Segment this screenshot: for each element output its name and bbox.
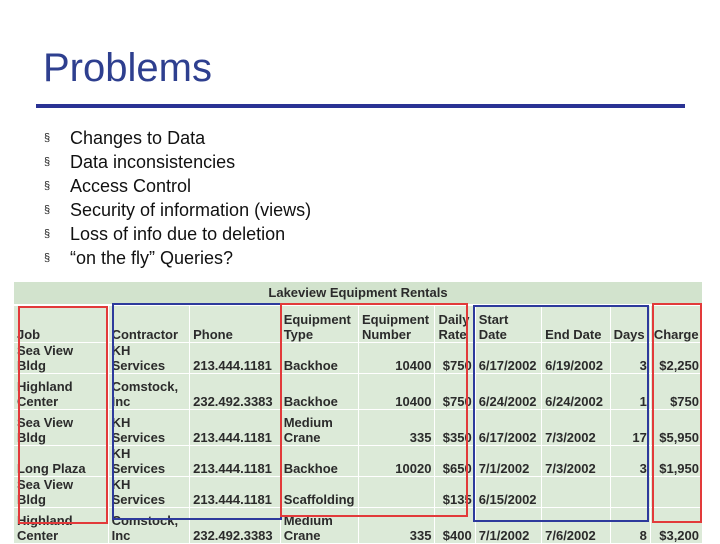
cell-text: End Date [545,327,602,342]
cell-text: Medium [283,415,333,430]
square-bullet-icon: § [44,180,51,192]
cell-text: Medium [283,513,333,528]
bullet-item [44,174,311,198]
table-cell [14,508,109,544]
cell-text: $650 [442,461,472,476]
bullet-text: Security of information (views) [70,200,312,220]
cell-text: 7/6/2002 [545,528,596,543]
table-cell [650,410,702,446]
cell-text: 8 [639,528,647,543]
square-bullet-icon: § [44,156,51,168]
cell-text: 6/24/2002 [478,394,537,409]
cell-text: 3 [639,358,647,373]
table-cell [358,446,434,477]
cell-text: $135 [442,492,472,507]
column-header [14,306,109,343]
table-row [14,343,703,374]
cell-text: KH Services [111,415,166,445]
table-cell [190,410,281,446]
table-cell [280,410,358,446]
cell-text: 6/24/2002 [545,394,603,409]
cell-text: Equipment [361,312,430,327]
cell-text: $750 [670,394,699,409]
cell-text: Type [283,327,314,342]
cell-text: 6/17/2002 [478,430,537,445]
table-cell [542,410,610,446]
cell-text: Rate [438,327,467,342]
cell-text: 6/15/2002 [478,492,537,507]
cell-text: 335 [409,528,432,543]
bullet-item [44,126,311,150]
table-cell [650,508,702,544]
column-header [280,306,358,343]
table-cell [435,374,475,410]
table-cell [475,508,541,544]
table-header-row [14,306,703,343]
cell-text: Crane [283,528,321,543]
table-cell [435,508,475,544]
bullet-item [44,222,311,246]
column-header [650,306,702,343]
cell-text: 7/3/2002 [545,461,596,476]
column-header [190,306,281,343]
cell-text: Crane [283,430,321,445]
table-cell [650,446,702,477]
cell-text: $750 [442,394,472,409]
table-cell [475,446,541,477]
cell-text: $350 [442,430,472,445]
cell-text: KH Services [111,446,166,476]
cell-text: Charge [653,327,699,342]
bullet-text: “on the fly” Queries? [70,248,234,268]
bullet-list [44,126,311,270]
table-cell [190,374,281,410]
cell-text: Comstock, [111,379,179,394]
square-bullet-icon: § [44,252,51,264]
column-header [358,306,434,343]
cell-text: Phone [193,327,233,342]
table-cell [475,410,541,446]
cell-text: 10400 [395,394,432,409]
bullet-text: Loss of info due to deletion [70,224,286,244]
cell-text: Daily [438,312,470,327]
bullet-text: Changes to Data [70,128,206,148]
cell-text: 10020 [395,461,432,476]
column-header [435,306,475,343]
table-row [14,410,703,446]
table-row [14,446,703,477]
table-cell [190,343,281,374]
square-bullet-icon: § [44,132,51,144]
table-row [14,508,703,544]
table-cell [358,508,434,544]
cell-text: 213.444.1181 [193,461,272,476]
table-cell [280,446,358,477]
cell-text: Date [478,327,507,342]
cell-text: $400 [442,528,472,543]
title-underline [36,104,685,108]
table-cell [435,410,475,446]
table-cell [358,410,434,446]
cell-text: 6/19/2002 [545,358,603,373]
table-cell [14,477,109,508]
cell-text: Inc [111,528,131,543]
table-cell [542,508,610,544]
table-cell [108,446,190,477]
cell-text: Comstock, [111,513,179,528]
cell-text: Sea View Bldg [17,343,74,373]
table-cell [542,446,610,477]
cell-text: Contractor [111,327,179,342]
table-cell [280,343,358,374]
cell-text: Highland [17,513,73,528]
table-cell [610,343,650,374]
cell-text: KH Services [111,477,166,507]
cell-text: 10400 [395,358,432,373]
table-cell [358,477,434,508]
table-cell [108,477,190,508]
column-header [610,306,650,343]
table-cell [435,477,475,508]
square-bullet-icon: § [44,228,51,240]
table-body [14,343,703,544]
table-cell [435,446,475,477]
cell-text: $2,250 [659,358,699,373]
cell-text: Backhoe [283,461,338,476]
cell-text: Scaffolding [283,492,355,507]
table-cell [650,374,702,410]
table-cell [108,410,190,446]
cell-text: $750 [442,358,472,373]
table-row [14,477,703,508]
table-cell [190,477,281,508]
table-cell [475,374,541,410]
table-cell [190,446,281,477]
table-cell [280,374,358,410]
table-cell [108,343,190,374]
table-cell [542,374,610,410]
cell-text: 232.492.3383 [193,528,273,543]
table-cell [358,343,434,374]
table-cell [542,477,610,508]
cell-text: Sea View Bldg [17,477,74,507]
cell-text: Days [613,327,645,342]
cell-text: 7/3/2002 [545,430,596,445]
cell-text: 232.492.3383 [193,394,273,409]
table-cell [650,343,702,374]
table-cell [610,446,650,477]
rentals-table [13,281,703,544]
cell-text: 213.444.1181 [193,430,272,445]
table-cell [14,446,109,477]
table-cell [435,343,475,374]
cell-text: 7/1/2002 [478,461,530,476]
bullet-text: Data inconsistencies [70,152,236,172]
cell-text: 17 [632,430,647,445]
table-cell [358,374,434,410]
table-cell [542,343,610,374]
cell-text: Long Plaza [17,461,86,476]
cell-text: 1 [639,394,647,409]
cell-text: Start [478,312,509,327]
table-cell [610,508,650,544]
cell-text: KH Services [111,343,166,373]
table-cell [14,343,109,374]
table-cell [108,508,190,544]
cell-text: Center [17,528,59,543]
table-cell [650,477,702,508]
bullet-text: Access Control [70,176,192,196]
table-cell [14,374,109,410]
cell-text: Inc [111,394,131,409]
table-cell [108,374,190,410]
cell-text: Highland [17,379,73,394]
cell-text: $1,950 [659,461,699,476]
column-header [542,306,610,343]
table-cell [610,410,650,446]
bullet-item [44,198,311,222]
cell-text: $3,200 [659,528,699,543]
bullet-item [44,246,311,270]
cell-text: 335 [409,430,432,445]
table-cell [610,374,650,410]
table-cell [475,343,541,374]
column-header [108,306,190,343]
square-bullet-icon: § [44,204,51,216]
cell-text: Number [361,327,412,342]
table-cell [14,410,109,446]
cell-text: Backhoe [283,358,338,373]
cell-text: $5,950 [659,430,699,445]
slide-title: Problems [43,46,212,90]
table-cell [280,508,358,544]
cell-text: 6/17/2002 [478,358,537,373]
cell-text: Sea View Bldg [17,415,74,445]
table-cell [610,477,650,508]
cell-text: 7/1/2002 [478,528,530,543]
cell-text: 213.444.1181 [193,358,272,373]
table-row [14,374,703,410]
table-cell [475,477,541,508]
cell-text: Equipment [283,312,351,327]
cell-text: Job [17,327,41,342]
cell-text: Center [17,394,59,409]
bullet-item [44,150,311,174]
cell-text: 213.444.1181 [193,492,272,507]
column-header [475,306,541,343]
cell-text: 3 [639,461,647,476]
cell-text: Backhoe [283,394,338,409]
table-cell [280,477,358,508]
table-title: Lakeview Equipment Rentals [13,281,703,305]
table-cell [190,508,281,544]
